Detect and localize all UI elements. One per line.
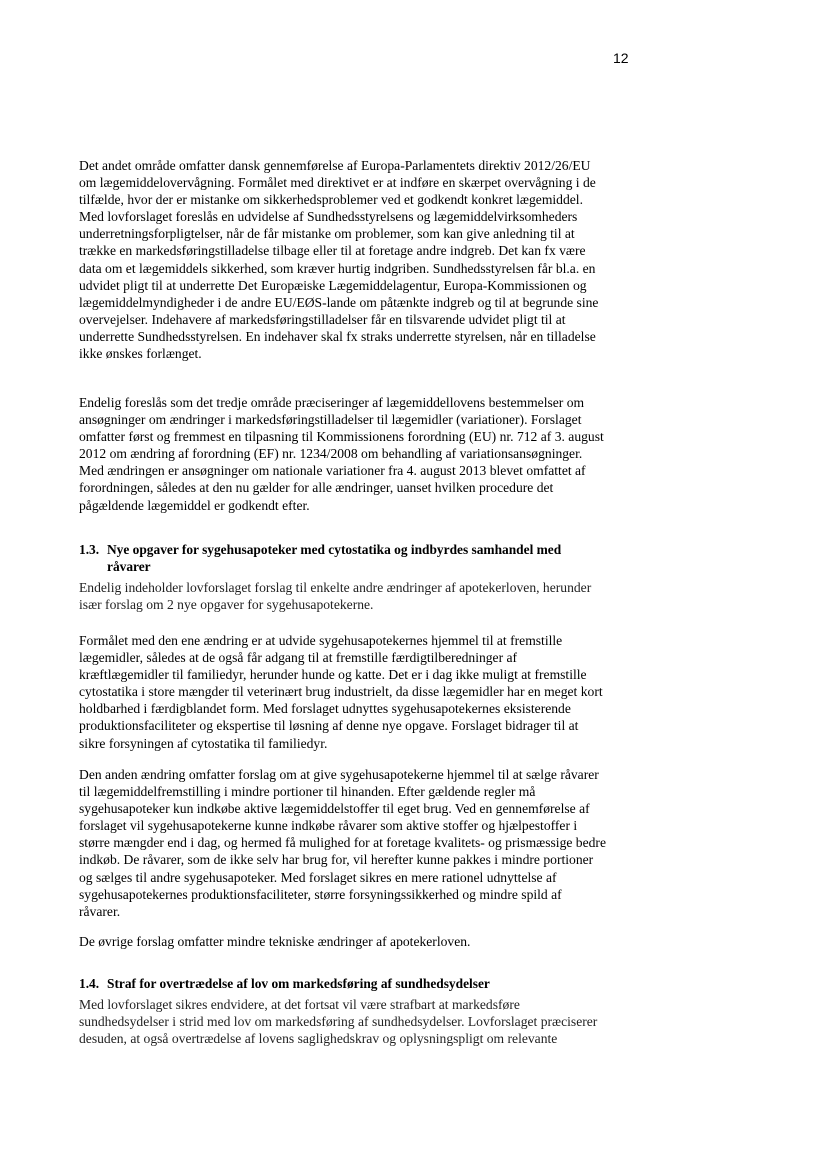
text-line: især forslag om 2 nye opgaver for sygehusapotekerne. <box>79 597 374 613</box>
text-line: lægemidler, således at de også får adgang til at fremstille færdigtilberedninger af <box>79 650 518 666</box>
text-line: Endelig foreslås som det tredje område præciseringer af lægemiddellovens bestemmelser om <box>79 395 585 410</box>
text-line: Med lovforslaget foreslås en udvidelse af Sundhedsstyrelsens og lægemiddelvirksomheders <box>79 209 578 225</box>
text-line: ansøgninger om ændringer i markedsføringstilladelser til lægemidler (variationer). Forslaget <box>79 412 582 428</box>
page-number: 12 <box>613 50 629 66</box>
text-line: overvejelser. Indehavere af markedsføringstilladelser får en tilsvarende udvidet pligt til at <box>79 311 566 327</box>
text-line: produktionsfaciliteter og ekspertise til løsning af denne nye opgave. Forslaget bidrager til at <box>79 718 579 734</box>
text-line: underrette Sundhedsstyrelsen. En indehaver skal fx straks underrette styrelsen, når en tilladelse <box>79 328 596 344</box>
text-line: trække en markedsføringstilladelse tilbage eller til at foretage andre indgreb. Det kan fx være <box>79 243 586 259</box>
text-line: forordningen, således at den nu gælder for alle ændringer, uanset hvilken procedure det <box>79 480 554 496</box>
text-line: og sælges til andre sygehusapoteker. Med forslaget sikres en mere rationel udnyttelse af <box>79 869 557 885</box>
text-line: større mængder end i dag, og hermed få mulighed for at foretage kvalitets- og prismæssige bedre <box>79 835 606 851</box>
text-line: omfatter først og fremmest en tilpasning til Kommissionens forordning (EU) nr. 712 af 3. august <box>79 429 604 445</box>
heading-number: 1.3. <box>79 542 100 557</box>
text-line: ikke ønskes forlænget. <box>79 346 202 362</box>
text-line: Den anden ændring omfatter forslag om at give sygehusapotekerne hjemmel til at sælge råvarer <box>79 767 599 782</box>
heading-number: 1.4. <box>79 976 100 991</box>
text-line: underretningsforpligtelser, når de får mistanke om problemer, som kan give anledning til at <box>79 226 575 242</box>
text-line: lægemiddelmyndigheder i de andre EU/EØS-lande om påtænkte indgreb og til at begrunde sine <box>79 294 599 310</box>
paragraph-text <box>79 933 624 950</box>
text-line: De øvrige forslag omfatter mindre tekniske ændringer af apotekerloven. <box>79 934 471 949</box>
text-line: data om et lægemiddels sikkerhed, som kræver hurtig indgriben. Sundhedsstyrelsen får bl.a. en <box>79 260 596 276</box>
text-line: til lægemiddelfremstilling i mindre portioner til hinanden. Efter gældende regler må <box>79 784 536 800</box>
text-line: Formålet med den ene ændring er at udvide sygehusapotekernes hjemmel til at fremstille <box>79 633 563 648</box>
text-line: Med ændringen er ansøgninger om nationale variationer fra 4. august 2013 blevet omfattet af <box>79 463 586 479</box>
paragraph-other-changes <box>79 579 624 613</box>
text-line: 2012 om ændring af forordning (EF) nr. 1234/2008 om behandling af variationsansøgninger. <box>79 446 583 462</box>
section-heading-1-3 <box>79 541 624 576</box>
text-line: desuden, at også overtrædelse af lovens saglighedskrav og oplysningspligt om relevante <box>79 1031 558 1047</box>
text-line: indkøb. De råvarer, som de ikke selv har brug for, vil herefter kunne pakkes i mindre portioner <box>79 852 594 868</box>
text-line: sygehusapoteker kun indkøbe aktive lægemiddelstoffer til eget brug. Ved en gennemførelse af <box>79 801 590 817</box>
text-line: pågældende lægemiddel er godkendt efter. <box>79 497 310 513</box>
text-line: cytostatika i store mængder til veterinært brug industrielt, da disse lægemidler har en meget kort <box>79 684 603 700</box>
paragraph-pharmacovigilance <box>79 157 624 362</box>
heading-text <box>79 975 624 992</box>
text-line: råvarer. <box>79 903 121 919</box>
heading-title: Straf for overtrædelse af lov om markedsføring af sundhedsydelser <box>107 976 490 991</box>
text-line: holdbarhed i færdigblandet form. Med forslaget udnyttes sygehusapotekernes eksisterende <box>79 701 571 717</box>
paragraph-other-proposals <box>79 933 624 950</box>
text-line: Med lovforslaget sikres endvidere, at det fortsat vil være strafbart at markedsføre <box>79 997 520 1012</box>
paragraph-marketing-penalty <box>79 996 624 1047</box>
text-line: sundhedsydelser i strid med lov om markedsføring af sundhedsydelser. Lovforslaget præciserer <box>79 1014 598 1030</box>
heading-title-continued: råvarer <box>107 559 151 575</box>
paragraph-cytostatics <box>79 632 624 752</box>
paragraph-text <box>79 996 624 1047</box>
heading-text <box>79 541 624 576</box>
text-line: forslaget vil sygehusapotekerne kunne indkøbe råvarer som aktive stoffer og hjælpestoffer i <box>79 818 578 834</box>
text-line: kræftlægemidler til familiedyr, herunder hunde og katte. Det er i dag ikke muligt at fremstille <box>79 667 587 683</box>
text-line: om lægemiddelovervågning. Formålet med direktivet er at indføre en skærpet overvågning i de <box>79 175 596 191</box>
heading-title: Nye opgaver for sygehusapoteker med cytostatika og indbyrdes samhandel med <box>107 542 562 557</box>
text-line: sikre forsyningen af cytostatika til familiedyr. <box>79 735 328 751</box>
text-line: Endelig indeholder lovforslaget forslag til enkelte andre ændringer af apotekerloven, herunder <box>79 580 592 595</box>
paragraph-raw-materials <box>79 766 624 920</box>
paragraph-text <box>79 579 624 613</box>
paragraph-variations <box>79 394 624 514</box>
paragraph-text <box>79 766 624 920</box>
section-heading-1-4 <box>79 975 624 992</box>
paragraph-text <box>79 632 624 752</box>
text-line: Det andet område omfatter dansk gennemførelse af Europa-Parlamentets direktiv 2012/26/EU <box>79 158 591 173</box>
paragraph-text <box>79 394 624 514</box>
paragraph-text <box>79 157 624 362</box>
text-line: sygehusapotekernes produktionsfaciliteter, større forsyningssikkerhed og mindre spild af <box>79 886 562 902</box>
text-line: tilfælde, hvor der er mistanke om sikkerhedsproblemer ved et godkendt konkret lægemiddel. <box>79 192 583 208</box>
text-line: udvidet pligt til at underrette Det Europæiske Lægemiddelagentur, Europa-Kommissionen og <box>79 277 587 293</box>
